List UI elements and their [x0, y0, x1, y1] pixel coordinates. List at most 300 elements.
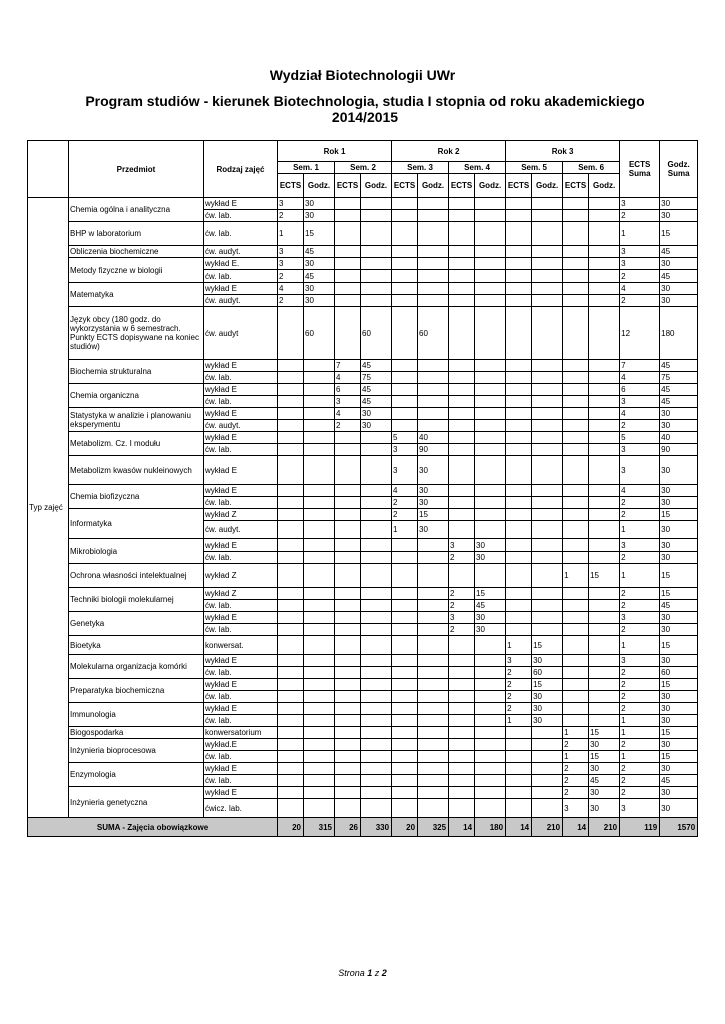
ects-cell — [335, 739, 361, 751]
ects-cell — [335, 564, 361, 588]
sum-cell: 325 — [418, 818, 449, 837]
godz-sum-cell: 30 — [660, 787, 698, 799]
ects-cell — [449, 372, 475, 384]
ects-sum-cell: 2 — [620, 739, 660, 751]
godz-cell — [532, 198, 563, 210]
godz-cell — [361, 552, 392, 564]
ects-cell — [449, 246, 475, 258]
godz-cell: 30 — [361, 408, 392, 420]
ects-cell — [449, 799, 475, 818]
class-type: ćw. lab. — [204, 270, 278, 283]
godz-cell — [361, 691, 392, 703]
ects-cell — [392, 246, 418, 258]
godz-cell — [418, 222, 449, 246]
godz-cell — [418, 295, 449, 307]
godz-sum-cell: 15 — [660, 588, 698, 600]
godz-cell — [361, 564, 392, 588]
ects-cell — [335, 509, 361, 521]
godz-cell — [589, 485, 620, 497]
godz-cell: 30 — [532, 691, 563, 703]
godz-cell — [304, 444, 335, 456]
ects-sum-cell: 2 — [620, 509, 660, 521]
ects-cell — [335, 691, 361, 703]
godz-cell — [475, 432, 506, 444]
footer-prefix: Strona — [338, 968, 368, 978]
godz-cell — [304, 691, 335, 703]
table-row — [28, 763, 698, 775]
godz-cell — [532, 307, 563, 360]
ects-cell — [563, 408, 589, 420]
ects-cell — [278, 739, 304, 751]
table-row — [28, 612, 698, 624]
class-type: konwersat. — [204, 636, 278, 655]
ects-sum-cell: 2 — [620, 703, 660, 715]
ects-cell — [506, 739, 532, 751]
subject-name: Metabolizm. Cz. I modułu — [69, 432, 204, 456]
class-type: ćw. lab. — [204, 444, 278, 456]
subject-name: Bioetyka — [69, 636, 204, 655]
table-row — [28, 655, 698, 667]
godz-cell: 45 — [589, 775, 620, 787]
header-rok-1: Rok 1 — [278, 141, 392, 162]
ects-cell — [392, 222, 418, 246]
ects-cell — [506, 727, 532, 739]
godz-cell — [475, 384, 506, 396]
ects-cell — [449, 655, 475, 667]
ects-cell — [449, 258, 475, 270]
ects-cell: 2 — [449, 624, 475, 636]
ects-cell — [563, 420, 589, 432]
ects-cell — [392, 727, 418, 739]
godz-sum-cell: 15 — [660, 636, 698, 655]
ects-cell — [335, 727, 361, 739]
ects-sum-cell: 1 — [620, 564, 660, 588]
table-row — [28, 456, 698, 485]
ects-cell — [506, 497, 532, 509]
godz-cell — [361, 539, 392, 552]
ects-cell — [392, 655, 418, 667]
header-ects: ECTS — [278, 174, 304, 198]
ects-sum-cell: 2 — [620, 763, 660, 775]
godz-cell — [532, 775, 563, 787]
godz-cell: 30 — [361, 420, 392, 432]
ects-cell — [449, 787, 475, 799]
header-ects: ECTS — [335, 174, 361, 198]
class-type: wykład Z — [204, 564, 278, 588]
ects-cell — [392, 667, 418, 679]
header-rodzaj: Rodzaj zajęć — [204, 141, 278, 198]
ects-cell: 2 — [278, 295, 304, 307]
godz-cell — [589, 667, 620, 679]
ects-cell — [278, 655, 304, 667]
table-row — [28, 408, 698, 420]
ects-cell: 4 — [335, 408, 361, 420]
godz-sum-cell: 30 — [660, 258, 698, 270]
godz-cell — [475, 408, 506, 420]
godz-cell — [304, 396, 335, 408]
godz-cell — [475, 307, 506, 360]
godz-cell — [532, 497, 563, 509]
sum-label: SUMA - Zajęcia obowiązkowe — [28, 818, 278, 837]
ects-cell — [392, 739, 418, 751]
ects-cell — [392, 539, 418, 552]
ects-cell — [392, 283, 418, 295]
header-sem-4: Sem. 4 — [449, 162, 506, 174]
class-type: wykład E — [204, 655, 278, 667]
faculty-title: Wydział Biotechnologii UWr — [269, 67, 456, 83]
ects-cell — [506, 799, 532, 818]
class-type: wykład.E — [204, 739, 278, 751]
godz-cell: 30 — [589, 763, 620, 775]
ects-cell — [278, 763, 304, 775]
ects-cell — [449, 485, 475, 497]
ects-cell: 4 — [278, 283, 304, 295]
header-rok-3: Rok 3 — [506, 141, 620, 162]
ects-cell — [563, 521, 589, 539]
ects-cell — [335, 246, 361, 258]
godz-cell — [418, 703, 449, 715]
godz-cell — [532, 588, 563, 600]
godz-cell: 60 — [361, 307, 392, 360]
ects-cell — [506, 552, 532, 564]
godz-cell — [475, 739, 506, 751]
godz-cell — [475, 270, 506, 283]
godz-cell — [589, 198, 620, 210]
godz-cell — [418, 396, 449, 408]
ects-cell: 6 — [335, 384, 361, 396]
ects-cell — [449, 210, 475, 222]
ects-cell: 3 — [278, 198, 304, 210]
ects-cell — [506, 787, 532, 799]
subject-name: Statystyka w analizie i planowaniu eksperymentu — [69, 408, 204, 432]
godz-cell — [361, 283, 392, 295]
ects-cell — [563, 360, 589, 372]
godz-sum-cell: 30 — [660, 408, 698, 420]
ects-cell — [563, 246, 589, 258]
ects-cell — [449, 521, 475, 539]
ects-sum-cell: 1 — [620, 715, 660, 727]
godz-cell — [361, 624, 392, 636]
godz-sum-cell: 15 — [660, 222, 698, 246]
ects-cell — [506, 539, 532, 552]
ects-cell — [506, 420, 532, 432]
godz-cell: 30 — [304, 283, 335, 295]
godz-cell: 30 — [304, 210, 335, 222]
godz-cell — [361, 600, 392, 612]
godz-sum-cell: 75 — [660, 372, 698, 384]
godz-cell — [589, 283, 620, 295]
ects-cell — [335, 600, 361, 612]
godz-cell — [304, 612, 335, 624]
godz-cell — [304, 775, 335, 787]
ects-sum-cell: 2 — [620, 787, 660, 799]
ects-cell — [392, 703, 418, 715]
godz-cell — [304, 360, 335, 372]
table-row — [28, 636, 698, 655]
subject-name: Chemia biofizyczna — [69, 485, 204, 509]
subject-name: Genetyka — [69, 612, 204, 636]
godz-sum-cell: 45 — [660, 246, 698, 258]
godz-cell — [589, 360, 620, 372]
ects-cell — [278, 600, 304, 612]
godz-cell — [304, 655, 335, 667]
header-godz: Godz. — [589, 174, 620, 198]
ects-cell — [506, 384, 532, 396]
ects-cell — [449, 444, 475, 456]
table-row — [28, 787, 698, 799]
ects-cell — [278, 636, 304, 655]
godz-cell — [361, 715, 392, 727]
ects-cell — [392, 691, 418, 703]
class-type: ćw. lab. — [204, 624, 278, 636]
ects-cell: 3 — [278, 246, 304, 258]
ects-cell — [563, 485, 589, 497]
header-ects: ECTS — [449, 174, 475, 198]
class-type: wykład E — [204, 384, 278, 396]
godz-cell — [304, 787, 335, 799]
ects-cell: 2 — [563, 775, 589, 787]
godz-cell — [532, 727, 563, 739]
subject-name: Metody fizyczne w biologii — [69, 258, 204, 283]
ects-sum-cell: 3 — [620, 396, 660, 408]
godz-cell: 45 — [304, 270, 335, 283]
class-type: ćw. lab. — [204, 396, 278, 408]
godz-cell: 30 — [589, 739, 620, 751]
godz-cell — [361, 679, 392, 691]
godz-cell — [304, 624, 335, 636]
ects-cell: 2 — [563, 763, 589, 775]
godz-cell — [589, 636, 620, 655]
ects-cell — [563, 612, 589, 624]
subject-name: Obliczenia biochemiczne — [69, 246, 204, 258]
subject-name: Chemia ogólna i analityczna — [69, 198, 204, 222]
godz-cell — [304, 636, 335, 655]
table-row — [28, 198, 698, 210]
godz-cell — [589, 691, 620, 703]
godz-sum-cell: 30 — [660, 612, 698, 624]
table-row — [28, 307, 698, 360]
godz-cell — [418, 210, 449, 222]
table-row — [28, 739, 698, 751]
sum-cell: 20 — [392, 818, 418, 837]
ects-cell — [449, 691, 475, 703]
ects-cell — [506, 612, 532, 624]
class-type: ćw. audyt. — [204, 521, 278, 539]
ects-sum-cell: 2 — [620, 691, 660, 703]
ects-cell — [449, 283, 475, 295]
godz-cell — [532, 564, 563, 588]
ects-cell — [449, 396, 475, 408]
godz-cell — [475, 691, 506, 703]
godz-sum-cell: 30 — [660, 739, 698, 751]
table-row — [28, 727, 698, 739]
godz-cell — [589, 258, 620, 270]
godz-sum-cell: 90 — [660, 444, 698, 456]
ects-cell — [335, 432, 361, 444]
ects-cell — [392, 763, 418, 775]
ects-sum-cell: 2 — [620, 667, 660, 679]
godz-cell — [475, 763, 506, 775]
godz-sum-cell: 60 — [660, 667, 698, 679]
ects-cell: 2 — [506, 691, 532, 703]
ects-cell — [563, 539, 589, 552]
godz-cell — [475, 799, 506, 818]
ects-cell — [335, 307, 361, 360]
ects-sum-cell: 2 — [620, 600, 660, 612]
class-type: ćw. lab. — [204, 552, 278, 564]
ects-cell — [563, 384, 589, 396]
table-row — [28, 703, 698, 715]
ects-sum-cell: 4 — [620, 485, 660, 497]
ects-cell — [506, 372, 532, 384]
godz-cell — [589, 246, 620, 258]
ects-cell — [563, 283, 589, 295]
godz-cell — [418, 636, 449, 655]
godz-cell — [304, 751, 335, 763]
godz-cell — [361, 295, 392, 307]
godz-cell — [418, 552, 449, 564]
godz-cell — [418, 372, 449, 384]
godz-sum-cell: 15 — [660, 727, 698, 739]
godz-cell: 30 — [475, 552, 506, 564]
godz-cell — [361, 703, 392, 715]
godz-cell: 15 — [589, 727, 620, 739]
godz-cell: 30 — [418, 485, 449, 497]
godz-cell — [532, 600, 563, 612]
sum-cell: 315 — [304, 818, 335, 837]
godz-cell — [304, 739, 335, 751]
class-type: wykład E — [204, 283, 278, 295]
ects-cell — [506, 485, 532, 497]
ects-cell — [278, 408, 304, 420]
ects-cell — [335, 539, 361, 552]
godz-cell: 30 — [532, 703, 563, 715]
subject-name: Biochemia strukturalna — [69, 360, 204, 384]
ects-cell — [563, 624, 589, 636]
godz-cell: 30 — [304, 258, 335, 270]
ects-cell — [563, 600, 589, 612]
ects-sum-cell: 2 — [620, 775, 660, 787]
ects-cell — [449, 775, 475, 787]
ects-cell — [449, 270, 475, 283]
godz-cell — [532, 787, 563, 799]
ects-cell: 4 — [335, 372, 361, 384]
godz-cell — [418, 283, 449, 295]
godz-cell — [532, 521, 563, 539]
ects-cell: 2 — [449, 588, 475, 600]
ects-cell — [563, 432, 589, 444]
ects-cell — [278, 444, 304, 456]
godz-cell: 15 — [418, 509, 449, 521]
godz-cell — [589, 270, 620, 283]
godz-cell — [532, 456, 563, 485]
ects-cell — [278, 456, 304, 485]
ects-cell — [392, 799, 418, 818]
godz-cell — [589, 432, 620, 444]
godz-cell — [589, 600, 620, 612]
ects-cell — [392, 564, 418, 588]
ects-cell — [563, 655, 589, 667]
ects-cell — [278, 588, 304, 600]
godz-cell — [532, 384, 563, 396]
ects-cell — [278, 715, 304, 727]
godz-sum-cell: 45 — [660, 396, 698, 408]
ects-sum-cell: 1 — [620, 521, 660, 539]
godz-sum-cell: 45 — [660, 775, 698, 787]
ects-cell — [335, 497, 361, 509]
ects-sum-cell: 2 — [620, 497, 660, 509]
godz-cell: 60 — [304, 307, 335, 360]
godz-cell — [475, 283, 506, 295]
subject-name: BHP w laboratorium — [69, 222, 204, 246]
ects-cell — [335, 485, 361, 497]
godz-cell — [304, 539, 335, 552]
godz-sum-cell: 15 — [660, 679, 698, 691]
ects-cell — [563, 456, 589, 485]
class-type: ćwicz. lab. — [204, 799, 278, 818]
subject-name: Chemia organiczna — [69, 384, 204, 408]
godz-cell — [589, 715, 620, 727]
godz-cell: 30 — [532, 655, 563, 667]
ects-cell — [278, 539, 304, 552]
sum-cell: 210 — [532, 818, 563, 837]
godz-cell — [589, 384, 620, 396]
header-godz-suma: Godz. Suma — [660, 141, 698, 198]
class-type: wykład E — [204, 360, 278, 372]
ects-cell — [449, 636, 475, 655]
ects-sum-cell: 2 — [620, 552, 660, 564]
ects-cell — [335, 715, 361, 727]
ects-cell — [335, 521, 361, 539]
subject-name: Molekularna organizacja komórki — [69, 655, 204, 679]
subject-name: Mikrobiologia — [69, 539, 204, 564]
ects-cell — [506, 360, 532, 372]
ects-sum-cell: 1 — [620, 751, 660, 763]
godz-cell — [589, 444, 620, 456]
ects-cell — [506, 307, 532, 360]
godz-cell — [589, 420, 620, 432]
class-type: wykład E — [204, 198, 278, 210]
godz-cell: 15 — [475, 588, 506, 600]
header-rok-2: Rok 2 — [392, 141, 506, 162]
godz-cell — [304, 509, 335, 521]
header-sem-3: Sem. 3 — [392, 162, 449, 174]
godz-cell — [589, 624, 620, 636]
ects-cell: 1 — [563, 727, 589, 739]
ects-cell — [506, 198, 532, 210]
godz-cell — [304, 763, 335, 775]
table-row — [28, 679, 698, 691]
sum-godz-total: 1570 — [660, 818, 698, 837]
godz-sum-cell: 30 — [660, 521, 698, 539]
ects-cell — [506, 564, 532, 588]
godz-cell — [418, 246, 449, 258]
godz-cell — [304, 799, 335, 818]
ects-cell — [335, 655, 361, 667]
ects-cell — [335, 679, 361, 691]
ects-cell — [392, 270, 418, 283]
subject-name: Matematyka — [69, 283, 204, 307]
ects-cell — [506, 258, 532, 270]
ects-cell — [506, 763, 532, 775]
godz-cell — [589, 396, 620, 408]
ects-cell — [278, 787, 304, 799]
ects-cell — [506, 521, 532, 539]
ects-cell: 7 — [335, 360, 361, 372]
godz-cell — [532, 372, 563, 384]
godz-cell — [304, 552, 335, 564]
ects-cell — [278, 775, 304, 787]
